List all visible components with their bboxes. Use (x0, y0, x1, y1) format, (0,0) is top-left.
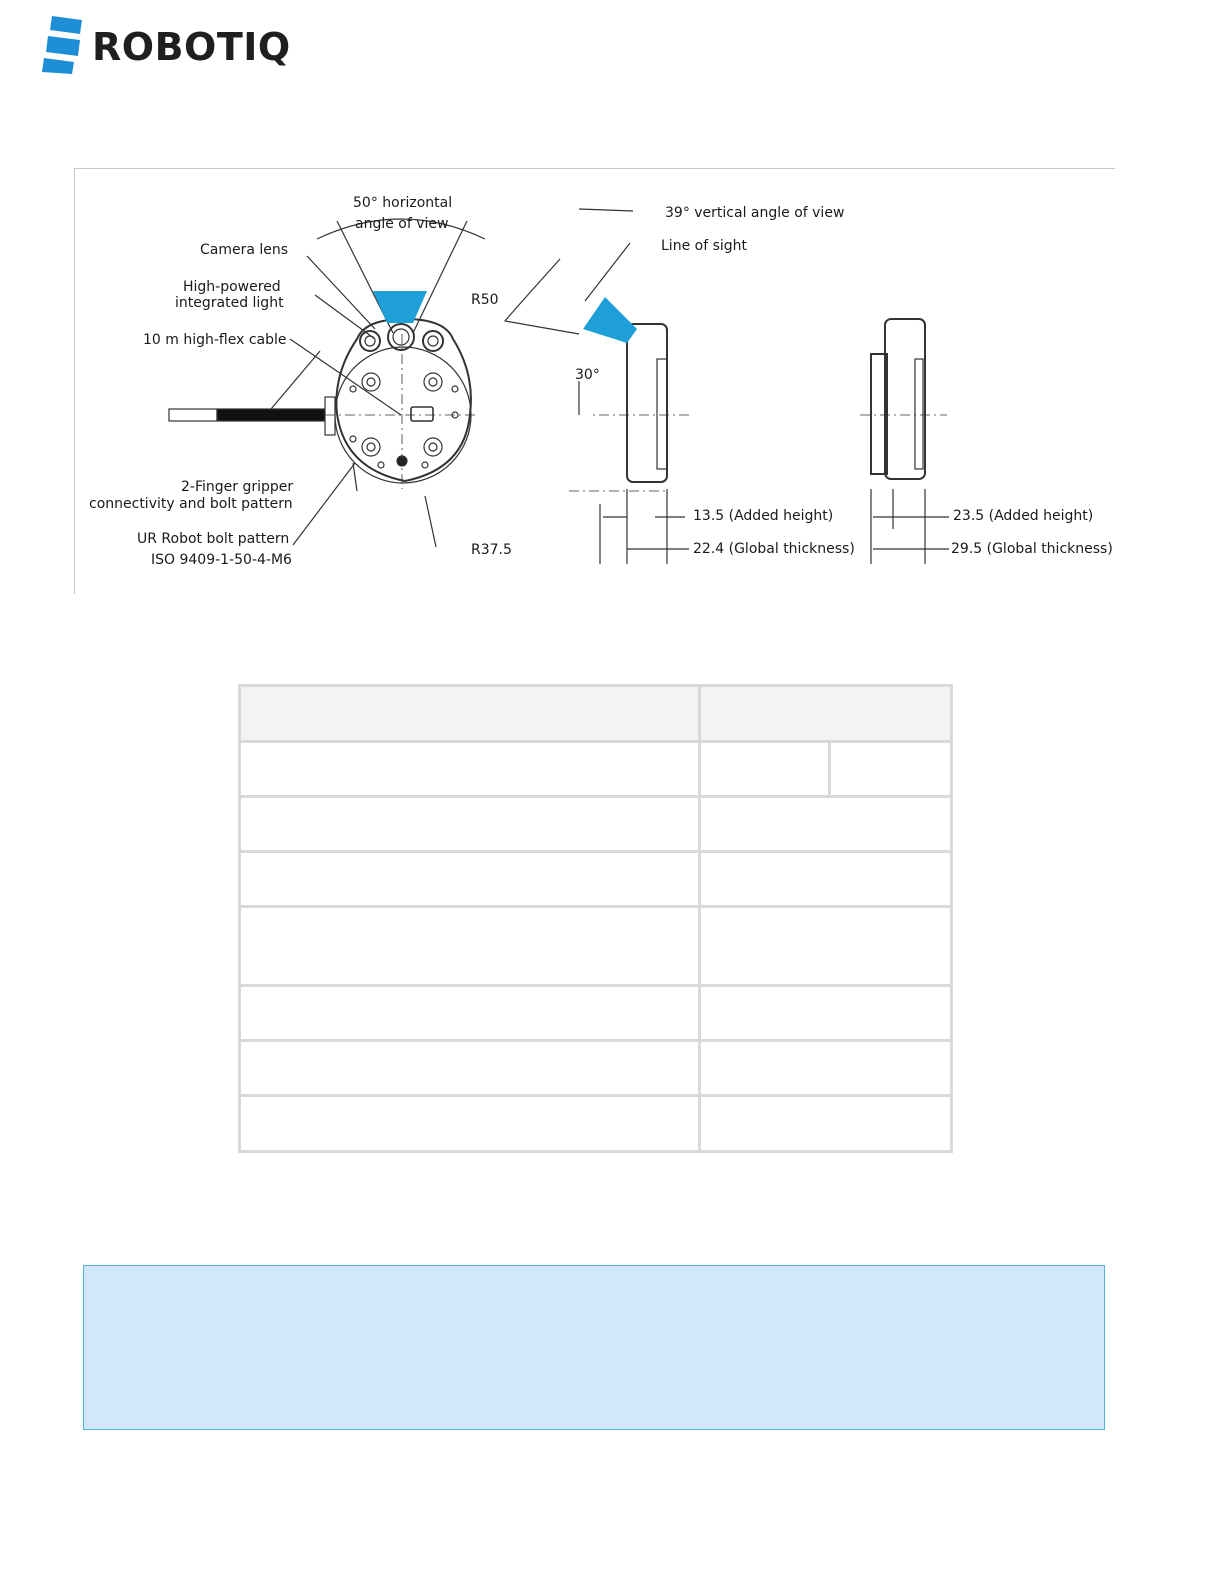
cable-connector (325, 397, 335, 435)
table-cell (240, 742, 700, 797)
table-cell (700, 986, 952, 1041)
specification-table (238, 684, 953, 1153)
table-cell (240, 907, 700, 986)
camera-side-body (627, 324, 667, 482)
info-note-box (83, 1265, 1105, 1430)
table-cell (240, 1041, 700, 1096)
label-cable: 10 m high-flex cable (143, 332, 287, 348)
label-light-2: integrated light (175, 295, 284, 311)
label-r50: R50 (471, 292, 499, 308)
label-ur-1: UR Robot bolt pattern (137, 531, 290, 547)
table-cell (240, 986, 700, 1041)
table-cell (700, 1096, 952, 1152)
label-ur-2: ISO 9409-1-50-4-M6 (151, 552, 292, 568)
dim-back-global: 29.5 (Global thickness) (951, 541, 1113, 557)
table-cell (700, 907, 952, 986)
camera-back-body (885, 319, 925, 479)
table-row (240, 986, 952, 1041)
table-cell (240, 852, 700, 907)
table-cell (700, 797, 952, 852)
label-r375: R37.5 (471, 542, 512, 558)
table-cell (830, 742, 952, 797)
label-hfov-2: angle of view (355, 216, 449, 232)
table-row (240, 1096, 952, 1152)
label-los: Line of sight (661, 238, 748, 254)
label-gripper-2: connectivity and bolt pattern (89, 496, 293, 512)
table-row (240, 852, 952, 907)
table-cell (700, 742, 830, 797)
cable (217, 409, 327, 421)
dim-back-added: 23.5 (Added height) (953, 508, 1094, 524)
table-cell (700, 686, 952, 742)
cable-end (169, 409, 217, 421)
label-hfov-1: 50° horizontal (353, 195, 453, 211)
brand-name: ROBOTIQ (92, 25, 291, 69)
table-row (240, 1041, 952, 1096)
table-row (240, 742, 952, 797)
label-vfov: 39° vertical angle of view (665, 205, 845, 221)
dim-side-global: 22.4 (Global thickness) (693, 541, 855, 557)
label-light-1: High-powered (183, 279, 281, 295)
table-cell (700, 852, 952, 907)
robotiq-logo-icon (42, 14, 90, 76)
table-header-row (240, 686, 952, 742)
dim-side-added: 13.5 (Added height) (693, 508, 834, 524)
label-camera-lens: Camera lens (200, 242, 289, 258)
label-gripper-1: 2-Finger gripper (181, 479, 294, 495)
table-cell (240, 1096, 700, 1152)
table-cell (700, 1041, 952, 1096)
table-cell (240, 686, 700, 742)
label-30: 30° (575, 367, 600, 383)
table-cell (240, 797, 700, 852)
camera-dimension-drawing (74, 168, 1115, 594)
table-row (240, 797, 952, 852)
table-row (240, 907, 952, 986)
robotiq-logo (42, 14, 302, 76)
